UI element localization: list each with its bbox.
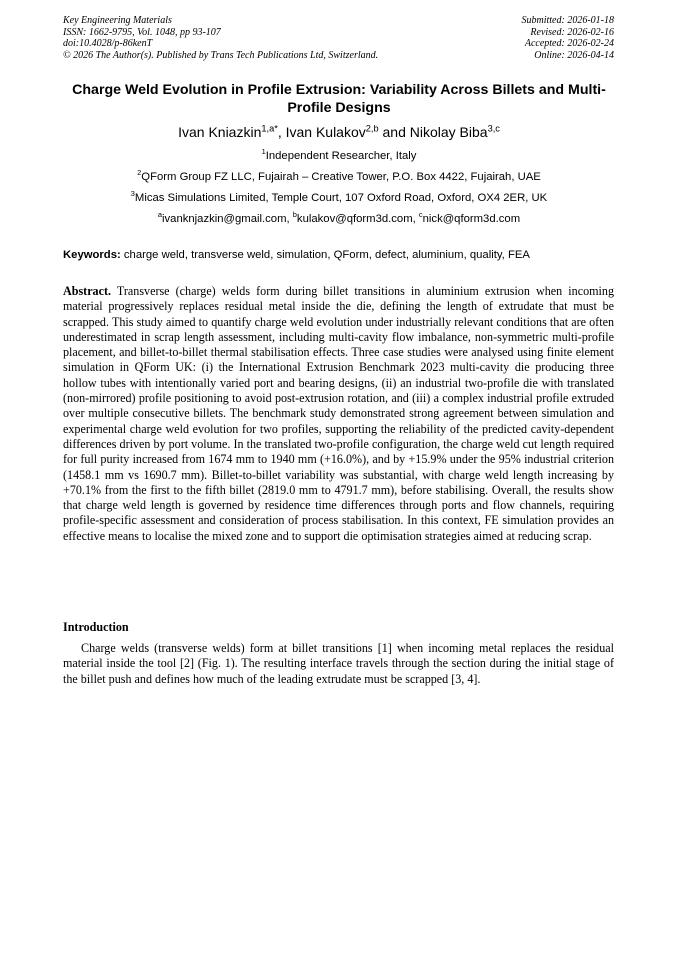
abstract-text: Transverse (charge) welds form during billet transitions in aluminium extrusion when incoming material progressively replaces residual metal inside the die, defining the length of extrudate that must be scrapped. This study aimed to quantify charge weld evolution under industrially relevant conditions that are often underestimated in scrap length assessment, including multi-cavity flow imbalance, non-symmetric multi-profile placement, and billet-to-billet thermal stabilisation effects. Three case studies were analysed using finite element simulation in QForm UK: (i) the International Extrusion Benchmark 2023 multi-cavity die producing three hollow tubes with intentionally varied port and bearing designs, (ii) an industrial two-profile die with translated (non-mirrored) profile positioning to avoid post-extrusion rotation, and (iii) a complex industrial profile extruded over multiple consecutive billets. The benchmark study demonstrated strong agreement between simulation and experimental charge weld evolution for two profiles, supporting the reliability of the predicted cavity-dependent differences driven by port volume. In the translated two-profile configuration, the charge weld cut length required for full purity increased from 1674 mm to 1940 mm (+16.0%), and by +15.9% under the 95% industrial criterion (1458.1 mm vs 1690.7 mm). Billet-to-billet variability was substantial, with charge weld length increasing by +70.1% from the first to the fifth billet (2819.0 mm to 4791.7 mm), before stabilising. Overall, the results show that charge weld length is governed by residence time differences through ports and flow channels, requiring profile-specific assessment and consideration of process stabilisation. In this context, FE simulation provides an effective means to localise the mixed zone and to support die optimisation strategies aimed at reducing scrap. bbox=[63, 284, 614, 543]
doi-link[interactable]: doi:10.4028/p-86kenT bbox=[63, 38, 153, 49]
affiliation-text: QForm Group FZ LLC, Fujairah – Creative Tower, P.O. Box 4422, Fujairah, UAE bbox=[141, 171, 541, 183]
email-link[interactable]: nick@qform3d.com bbox=[422, 213, 521, 225]
author-emails bbox=[40, 210, 638, 225]
affiliation bbox=[40, 168, 638, 183]
affiliation bbox=[40, 147, 638, 162]
email-mark: a bbox=[157, 210, 163, 220]
email-mark: b bbox=[292, 210, 297, 220]
author-name: Nikolay Biba bbox=[409, 124, 488, 140]
author-separator: , bbox=[277, 124, 286, 140]
author-separator: and bbox=[378, 124, 410, 140]
affiliation-mark: 3 bbox=[130, 189, 135, 199]
author-name: Ivan Kulakov bbox=[285, 124, 366, 140]
author-list bbox=[40, 124, 638, 140]
keywords bbox=[63, 249, 615, 261]
keywords-text: charge weld, transverse weld, simulation, QForm, defect, aluminium, quality, FEA bbox=[120, 249, 530, 261]
affiliation-text: Micas Simulations Limited, Temple Court, 107 Oxford Road, Oxford, OX4 2ER, UK bbox=[134, 192, 548, 204]
introduction-paragraph: Charge welds (transverse welds) form at billet transitions [1] when incoming metal replaces the residual material inside the tool [2] (Fig. 1). The resulting interface travels through the section during the initial stage of the billet push and defines how much of the leading extrudate must be scrapped [3, 4]. bbox=[63, 641, 614, 686]
journal-info bbox=[63, 15, 378, 61]
affiliation-text: Independent Researcher, Italy bbox=[265, 150, 417, 162]
issn-line: ISSN: 1662-9795, Vol. 1048, pp 93-107 bbox=[63, 26, 221, 38]
email-link[interactable]: ivanknjazkin@gmail.com, bbox=[162, 213, 293, 225]
journal-name: Key Engineering Materials bbox=[63, 15, 172, 26]
affiliation-mark: 1 bbox=[261, 147, 266, 157]
paper-title: Charge Weld Evolution in Profile Extrusion: Variability Across Billets and Multi-Profile Designs bbox=[72, 82, 606, 116]
author-name: Ivan Kniazkin bbox=[178, 124, 262, 140]
abstract-label: Abstract. bbox=[63, 284, 112, 298]
author-affiliation-mark: 3,c bbox=[487, 123, 500, 134]
publication-dates bbox=[522, 15, 615, 61]
author-affiliation-mark: 2,b bbox=[365, 123, 379, 134]
submitted-date: Submitted: 2026-01-18 bbox=[521, 15, 614, 26]
online-date: Online: 2026-04-14 bbox=[534, 49, 614, 61]
revised-date: Revised: 2026-02-16 bbox=[530, 26, 614, 38]
affiliation bbox=[40, 189, 638, 204]
section-heading-introduction: Introduction bbox=[63, 620, 129, 634]
keywords-label: Keywords: bbox=[63, 249, 121, 261]
affiliation-mark: 2 bbox=[137, 168, 142, 178]
email-link[interactable]: kulakov@qform3d.com, bbox=[296, 213, 419, 225]
copyright-line: © 2026 The Author(s). Published by Trans Tech Publications Ltd, Switzerland. bbox=[63, 49, 379, 61]
accepted-date: Accepted: 2026-02-24 bbox=[524, 38, 614, 49]
email-mark: c bbox=[418, 210, 423, 220]
abstract bbox=[63, 284, 614, 544]
author-affiliation-mark: 1,a* bbox=[261, 123, 278, 134]
